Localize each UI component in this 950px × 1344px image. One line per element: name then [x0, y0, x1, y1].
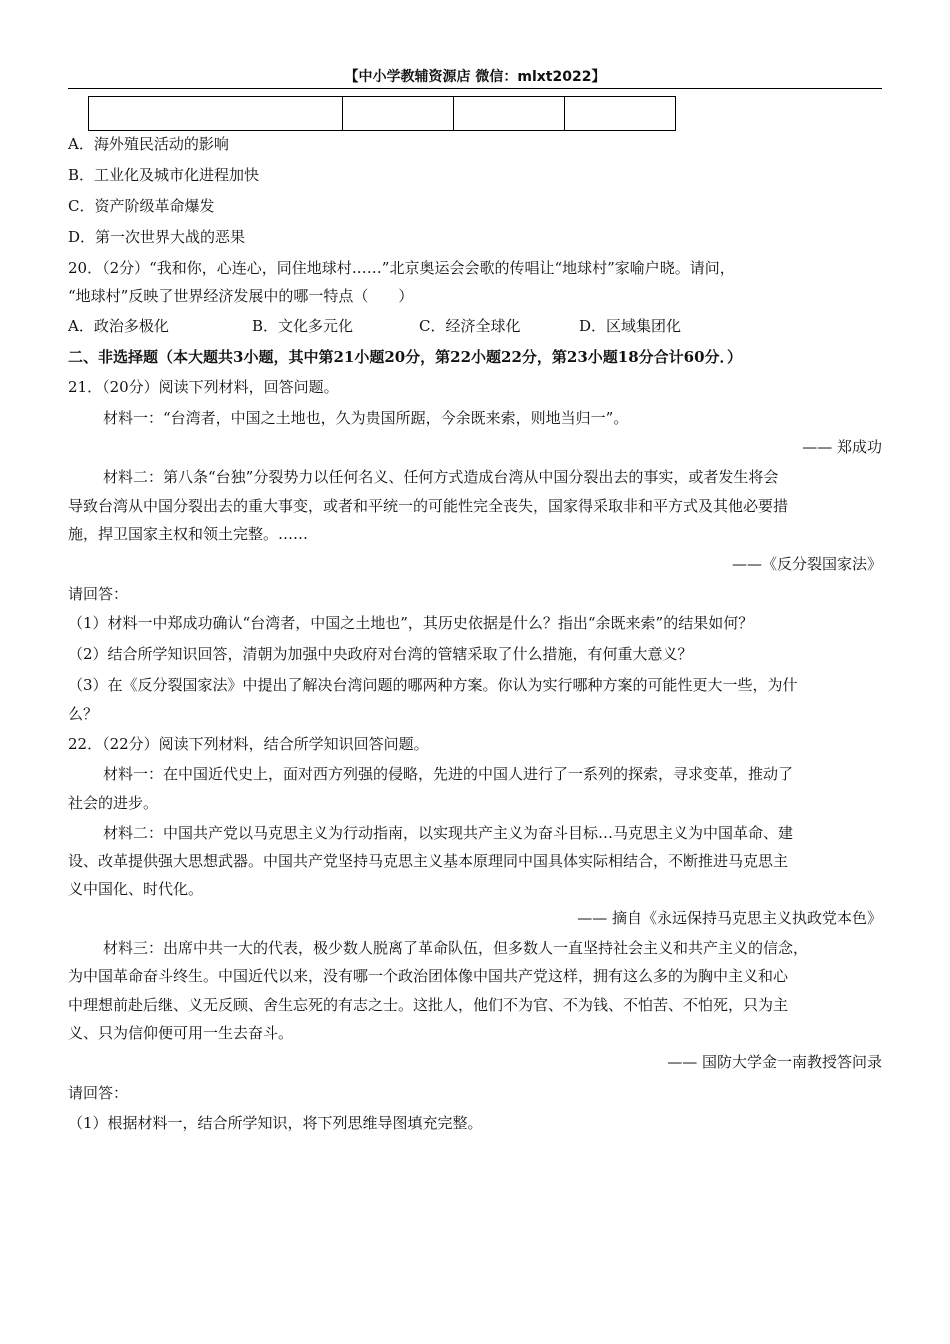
q19-option-d: D．第一次世界大战的恶果	[68, 228, 246, 246]
q20-stem-line2: “地球村”反映了世界经济发展中的哪一特点（ ）	[68, 287, 414, 305]
q22-material2-line3: 义中国化、时代化。	[68, 880, 204, 898]
table-cell	[454, 97, 565, 131]
q22-material3-line4: 义、只为信仰便可用一生去奋斗。	[68, 1024, 294, 1042]
q19-option-c: C．资产阶级革命爆发	[68, 197, 215, 215]
q22-material1-line1: 材料一：在中国近代史上，面对西方列强的侵略，先进的中国人进行了一系列的探索，寻求变革，推动了	[103, 765, 794, 783]
q20-options	[68, 316, 681, 336]
q22-material2-line1: 材料二：中国共产党以马克思主义为行动指南，以实现共产主义为奋斗目标…马克思主义为中国革命、建	[103, 824, 794, 842]
q21-sub3-line2: 么？	[68, 705, 99, 723]
q20-option-b: B．文化多元化	[252, 317, 354, 335]
q22-ask: 请回答：	[68, 1084, 129, 1102]
q22-material3-line1: 材料三：出席中共一大的代表，极少数人脱离了革命队伍，但多数人一直坚持社会主义和共产主义的信念，	[103, 939, 809, 957]
section2-title: 二、非选择题（本大题共3小题，其中第21小题20分，第22小题22分，第23小题18分合计60分．）	[68, 348, 743, 366]
q21-material2-line2: 导致台湾从中国分裂出去的重大事变，或者和平统一的可能性完全丧失，国家得采取非和平方式及其他必要措	[68, 497, 789, 515]
q22-material3-line3: 中理想前赴后继、义无反顾、舍生忘死的有志之士。这批人，他们不为官、不为钱、不怕苦、不怕死，只为主	[68, 996, 789, 1014]
q21-sub2: （2）结合所学知识回答，清朝为加强中央政府对台湾的管辖采取了什么措施，有何重大意义？	[68, 645, 693, 663]
q21-sub1: （1）材料一中郑成功确认“台湾者，中国之土地也”，其历史依据是什么？指出“余既来索”的结果如何？	[68, 614, 754, 632]
q22-material3-line2: 为中国革命奋斗终生。中国近代以来，没有哪一个政治团体像中国共产党这样，拥有这么多的为胸中主义和心	[68, 967, 789, 985]
table-cell	[565, 97, 676, 131]
q20-stem-line1: 20．（2分）“我和你，心连心，同住地球村……”北京奥运会会歌的传唱让“地球村”家喻户晓。请问，	[68, 259, 735, 277]
header-rule	[68, 88, 882, 89]
q22-sub1: （1）根据材料一，结合所学知识，将下列思维导图填充完整。	[68, 1114, 483, 1132]
q20-option-a: A．政治多极化	[68, 317, 169, 335]
q21-stem: 21．（20分）阅读下列材料，回答问题。	[68, 378, 339, 396]
table-cell	[343, 97, 454, 131]
q21-material2-line3: 施，捍卫国家主权和领土完整。……	[68, 525, 309, 543]
answer-table-fragment	[88, 96, 676, 131]
q21-material2-line1: 材料二：第八条“台独”分裂势力以任何名义、任何方式造成台湾从中国分裂出去的事实，或者发生将会	[103, 468, 779, 486]
page-header: 【中小学教辅资源店 微信：mlxt2022】	[344, 69, 606, 85]
q20-option-d: D．区域集团化	[579, 317, 682, 335]
q21-material1: 材料一：“台湾者，中国之土地也，久为贵国所踞，今余既来索，则地当归一”。	[103, 409, 629, 427]
q22-material2-line2: 设、改革提供强大思想武器。中国共产党坚持马克思主义基本原理同中国具体实际相结合，不断推进马克思主	[68, 852, 789, 870]
q20-option-c: C．经济全球化	[419, 317, 521, 335]
q22-material2-source: —— 摘自《永远保持马克思主义执政党本色》	[577, 909, 882, 927]
q21-sub3-line1: （3）在《反分裂国家法》中提出了解决台湾问题的哪两种方案。你认为实行哪种方案的可能性更大一些，为什	[68, 676, 798, 694]
q22-stem: 22．（22分）阅读下列材料，结合所学知识回答问题。	[68, 735, 429, 753]
q19-option-a: A．海外殖民活动的影响	[68, 135, 229, 153]
table-row	[89, 97, 676, 131]
q22-material3-source: —— 国防大学金一南教授答问录	[667, 1053, 882, 1071]
q21-material1-source: —— 郑成功	[802, 438, 882, 456]
table-cell	[89, 97, 343, 131]
q19-option-b: B．工业化及城市化进程加快	[68, 166, 260, 184]
q22-material1-line2: 社会的进步。	[68, 794, 159, 812]
q21-material2-source: ——《反分裂国家法》	[731, 555, 882, 573]
q21-ask: 请回答：	[68, 585, 129, 603]
